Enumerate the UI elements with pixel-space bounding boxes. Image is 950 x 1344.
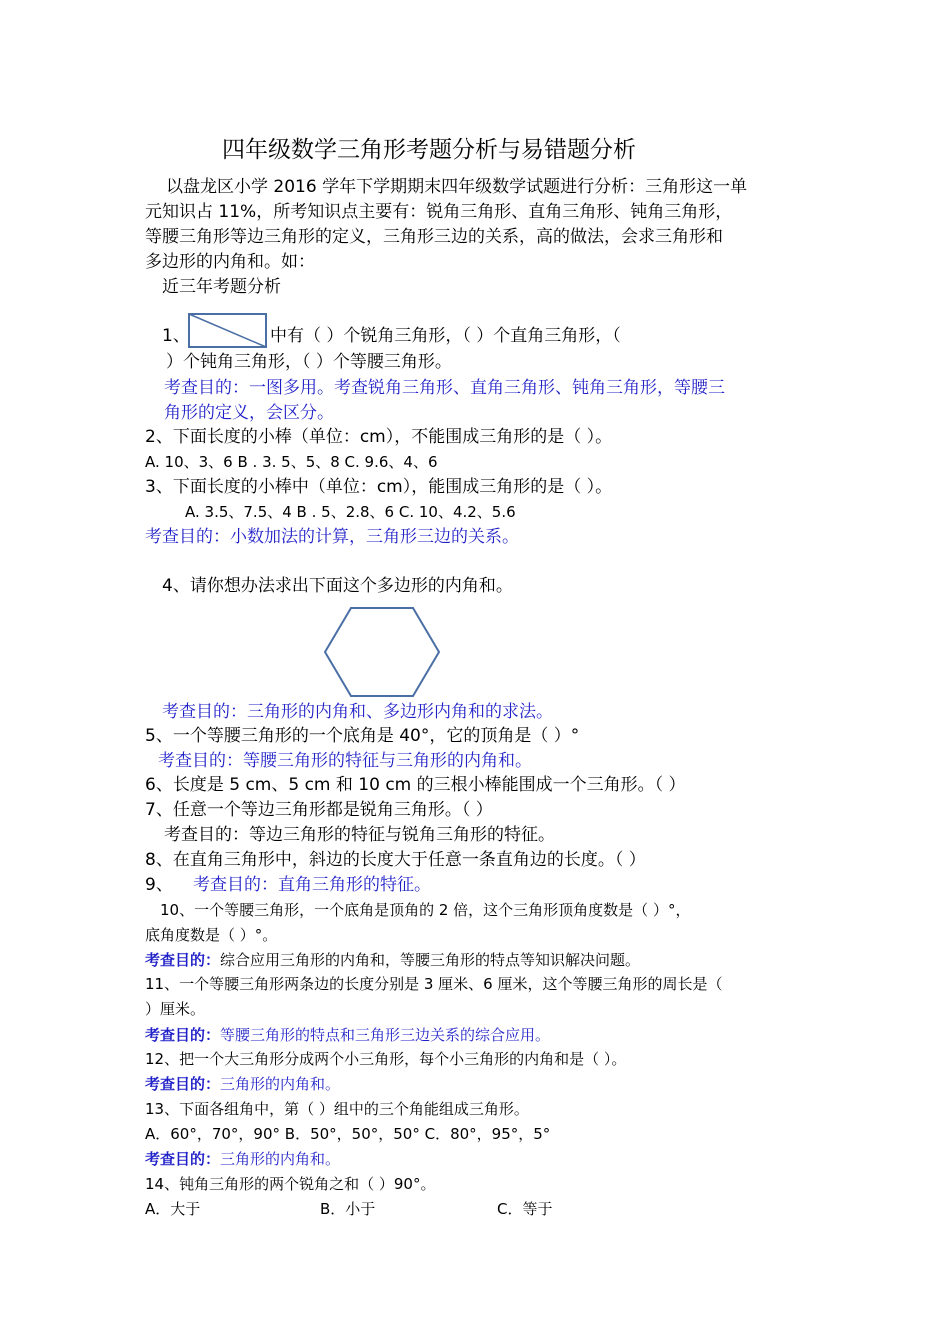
q3-stem: 3、下面长度的小棒中（单位：cm），能围成三角形的是（ ）。: [145, 477, 613, 497]
q9-number: 9、: [145, 875, 173, 895]
q14-stem: 14、钝角三角形的两个锐角之和（ ）90°。: [145, 1175, 436, 1193]
q9-purpose: 考查目的：直角三角形的特征。: [193, 875, 431, 895]
q7-purpose: 考查目的：等边三角形的特征与锐角三角形的特征。: [164, 825, 555, 845]
purpose-text: 综合应用三角形的内角和，等腰三角形的特点等知识解决问题。: [220, 951, 641, 969]
q13-purpose: [145, 1150, 340, 1168]
q5-stem: 5、一个等腰三角形的一个底角是 40°，它的顶角是（ ）°: [145, 726, 580, 746]
q11-line-2: ）厘米。: [145, 1000, 206, 1018]
q4-purpose: 考查目的：三角形的内角和、多边形内角和的求法。: [162, 702, 553, 722]
purpose-label: 考查目的：: [145, 1075, 221, 1093]
q2-stem: 2、下面长度的小棒（单位：cm），不能围成三角形的是（ ）。: [145, 427, 613, 447]
purpose-text: 三角形的内角和。: [220, 1150, 341, 1168]
purpose-text: 三角形的内角和。: [220, 1075, 341, 1093]
q3-options: A. 3.5、7.5、4 B . 5、2.8、6 C. 10、4.2、5.6: [185, 503, 516, 521]
q5-purpose: 考查目的：等腰三角形的特征与三角形的内角和。: [158, 751, 532, 771]
q13-stem: 13、下面各组角中，第（ ）组中的三个角能组成三角形。: [145, 1100, 529, 1118]
q10-line-1: 10、一个等腰三角形，一个底角是顶角的 2 倍，这个三角形顶角度数是（ ）°，: [160, 901, 691, 919]
q1-line-2: ）个钝角三角形，（ ）个等腰三角形。: [166, 352, 452, 372]
q11-purpose: [145, 1026, 550, 1044]
purpose-label: 考查目的：: [145, 1026, 221, 1044]
q8-stem: 8、在直角三角形中，斜边的长度大于任意一条直角边的长度。（ ）: [145, 850, 646, 870]
q7-stem: 7、任意一个等边三角形都是锐角三角形。（ ）: [145, 800, 493, 820]
q10-purpose: [145, 951, 640, 969]
q10-line-2: 底角度数是（ ）°。: [145, 926, 278, 944]
q1-purpose-line-1: 考查目的：一图多用。考查锐角三角形、直角三角形、钝角三角形，等腰三: [164, 378, 725, 398]
intro-line-1: 以盘龙区小学 2016 学年下学期期末四年级数学试题进行分析：三角形这一单: [166, 177, 748, 197]
q1-number: 1、: [162, 326, 190, 346]
purpose-text: 等腰三角形的特点和三角形三边关系的综合应用。: [220, 1026, 551, 1044]
q12-purpose: [145, 1075, 340, 1093]
q1-line-1: 中有（ ）个锐角三角形，（ ）个直角三角形，（: [270, 326, 621, 346]
q13-options: A．60°，70°，90° B．50°，50°，50° C．80°，95°，5°: [145, 1125, 551, 1143]
intro-line-2: 元知识占 11%，所考知识点主要有：锐角三角形、直角三角形、钝角三角形，: [145, 202, 733, 222]
hexagon-figure: [322, 605, 442, 699]
rectangle-with-diagonal-figure: [188, 313, 268, 349]
purpose-label: 考查目的：: [145, 1150, 221, 1168]
purpose-label: 考查目的：: [145, 951, 221, 969]
q6-stem: 6、长度是 5 cm、5 cm 和 10 cm 的三根小棒能围成一个三角形。（ ）: [145, 775, 686, 795]
intro-line-4: 多边形的内角和。如：: [145, 252, 315, 272]
q14-option-a: A．大于: [145, 1200, 201, 1218]
q14-option-b: B．小于: [320, 1200, 376, 1218]
q4-stem: 4、请你想办法求出下面这个多边形的内角和。: [162, 576, 513, 596]
q3-purpose: 考查目的：小数加法的计算，三角形三边的关系。: [145, 527, 519, 547]
q11-line-1: 11、一个等腰三角形两条边的长度分别是 3 厘米、6 厘米，这个等腰三角形的周长是（: [145, 975, 723, 993]
q1-purpose-line-2: 角形的定义，会区分。: [164, 403, 334, 423]
page-title: 四年级数学三角形考题分析与易错题分析: [222, 137, 636, 163]
intro-line-3: 等腰三角形等边三角形的定义，三角形三边的关系，高的做法，会求三角形和: [145, 227, 723, 247]
q2-options: A. 10、3、6 B . 3. 5、5、8 C. 9.6、4、6: [145, 453, 438, 471]
q12-stem: 12、把一个大三角形分成两个小三角形，每个小三角形的内角和是（ ）。: [145, 1050, 627, 1068]
q14-option-c: C．等于: [497, 1200, 553, 1218]
section-heading: 近三年考题分析: [162, 277, 281, 297]
